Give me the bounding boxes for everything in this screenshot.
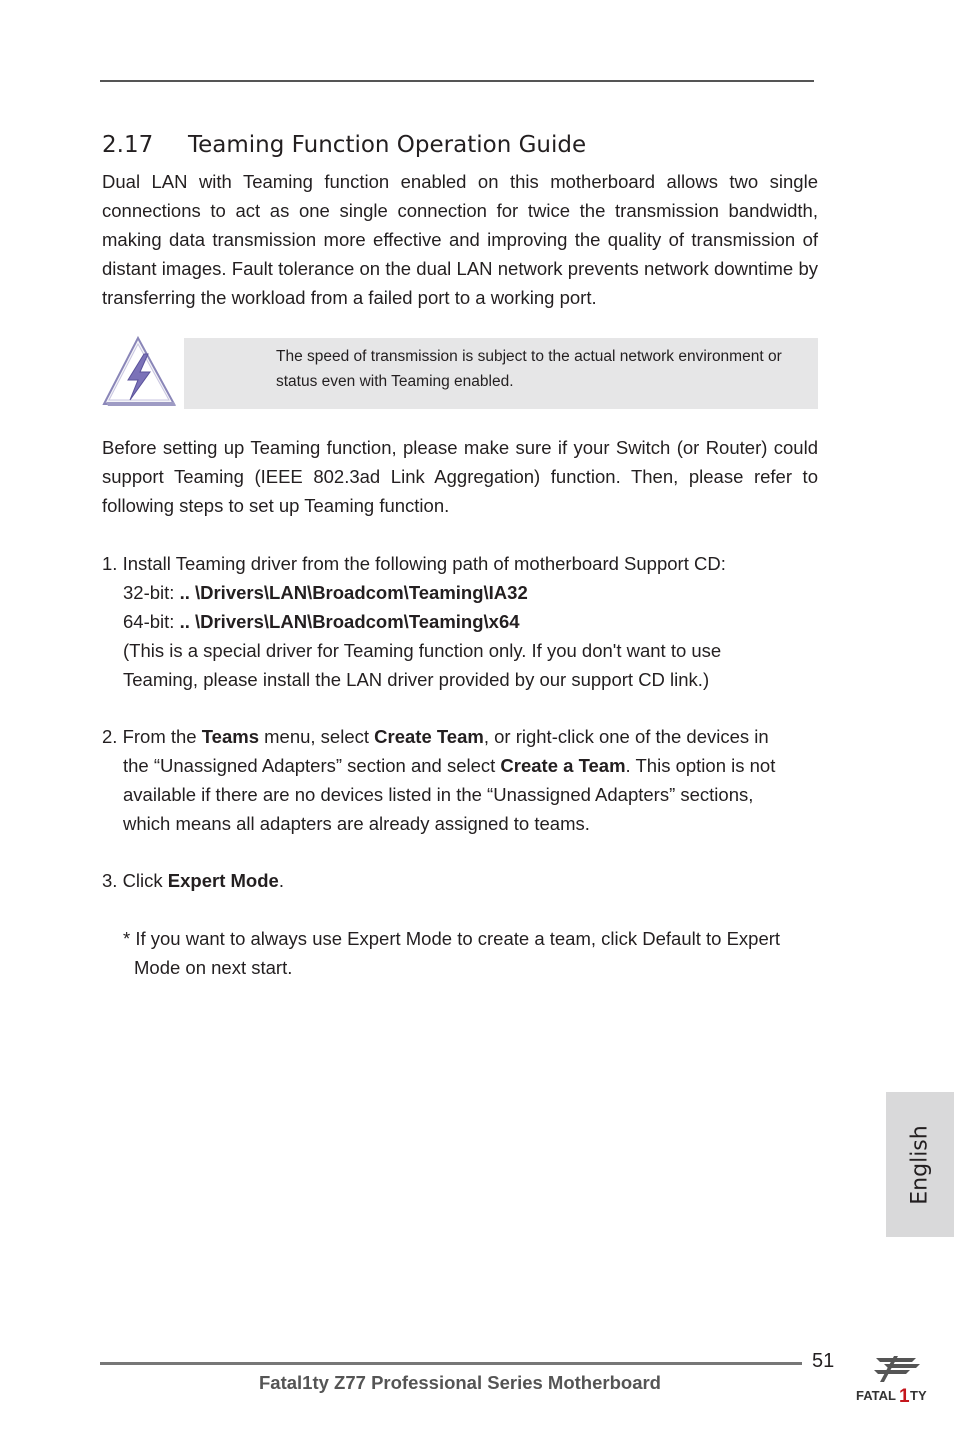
tip-line-2: Mode on next start. <box>134 957 293 978</box>
step-3-prefix: 3. Click <box>102 870 168 891</box>
tip-note <box>123 924 823 982</box>
logo-text-c: TY <box>910 1388 927 1403</box>
step-2-line-1 <box>102 722 822 751</box>
header-rule <box>100 80 814 82</box>
logo-text-a: FATAL <box>856 1388 896 1403</box>
tip-line-1: * If you want to always use Expert Mode to create a team, click Default to Expert <box>123 928 781 949</box>
page-number: 51 <box>812 1350 835 1372</box>
section-number: 2.17 <box>102 132 154 158</box>
path-32bit-label: 32-bit: <box>123 582 180 603</box>
step-2-text: menu, select <box>258 726 375 747</box>
create-a-team-label: Create a Team <box>500 755 626 776</box>
step-1-intro: 1. Install Teaming driver from the following path of motherboard Support CD: <box>102 553 726 574</box>
intro-paragraph: Dual LAN with Teaming function enabled on this motherboard allows two single connections to act as one single connection for twice the transmission bandwidth, making data transmission more effective and improving the quality of transmission of distant images. Fault tolerance on the dual LAN network prevents network downtime by transferring the workload from a failed port to a working port. <box>102 171 818 308</box>
expert-mode-label: Expert Mode <box>167 870 279 891</box>
footer-title: Fatal1ty Z77 Professional Series Motherboard <box>259 1372 661 1393</box>
note-box <box>184 338 818 409</box>
path-32bit <box>102 578 822 607</box>
path-64bit-label: 64-bit: <box>123 611 180 632</box>
footer-rule <box>100 1362 802 1365</box>
path-64bit <box>102 607 822 636</box>
before-paragraph: Before setting up Teaming function, please make sure if your Switch (or Router) could support Teaming (IEEE 802.3ad Link Aggregation) function. Then, please refer to following steps to set up Teaming function. <box>102 437 818 516</box>
step-3-line <box>102 866 822 895</box>
section-title: Teaming Function Operation Guide <box>188 132 587 158</box>
step-2 <box>102 722 822 838</box>
create-team-label: Create Team <box>374 726 484 747</box>
warning-lightning-icon <box>100 334 178 410</box>
teams-menu-label: Teams <box>201 726 259 747</box>
step-2-line-3: available if there are no devices listed in the “Unassigned Adapters” sections, <box>123 784 754 805</box>
step-2-prefix: 2. From the <box>102 726 202 747</box>
step-1 <box>102 549 822 694</box>
section-heading <box>102 132 586 158</box>
step-1-note-line-2: Teaming, please install the LAN driver provided by our support CD link.) <box>123 669 710 690</box>
logo-text-b: 1 <box>899 1386 910 1407</box>
step-2-text: the “Unassigned Adapters” section and select <box>123 755 501 776</box>
step-2-line-4: which means all adapters are already assigned to teams. <box>123 813 590 834</box>
language-tab-label: English <box>907 1124 933 1205</box>
step-2-text: , or right-click one of the devices in <box>483 726 769 747</box>
path-32bit-value: .. \Drivers\LAN\Broadcom\Teaming\IA32 <box>179 582 528 603</box>
step-3-suffix: . <box>278 870 284 891</box>
step-1-note-line-1: (This is a special driver for Teaming function only. If you don't want to use <box>123 640 722 661</box>
step-2-line-2 <box>102 751 822 780</box>
language-tab <box>886 1092 954 1237</box>
step-2-text: . This option is not <box>625 755 776 776</box>
fatal1ty-logo <box>854 1352 934 1408</box>
note-text: The speed of transmission is subject to the actual network environment or status even with Teaming enabled. <box>276 348 782 390</box>
step-3 <box>102 866 822 895</box>
path-64bit-value: .. \Drivers\LAN\Broadcom\Teaming\x64 <box>179 611 520 632</box>
